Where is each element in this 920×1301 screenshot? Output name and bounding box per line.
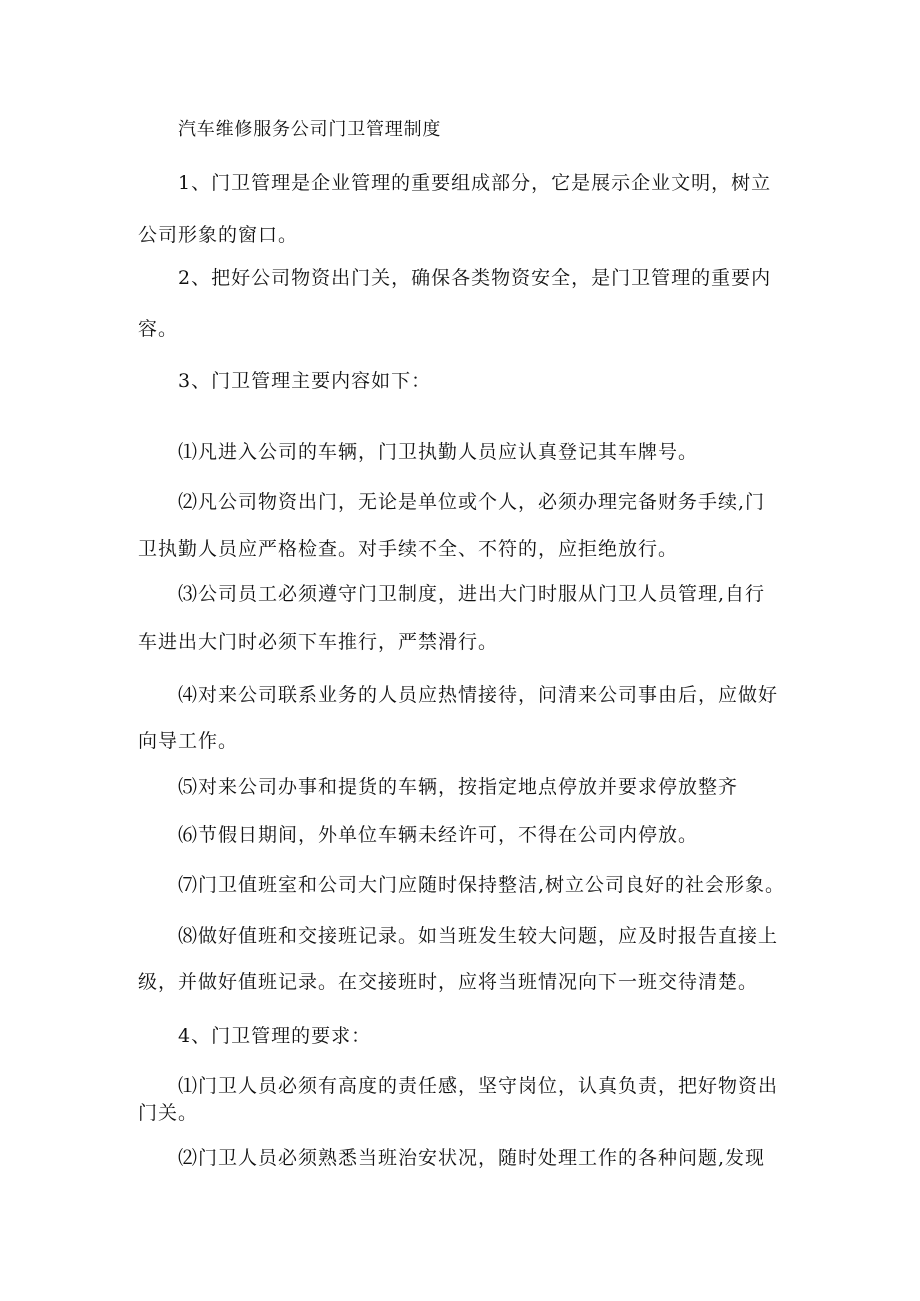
paragraph-2-line-1: 2、把好公司物资出门关，确保各类物资安全，是门卫管理的重要内 [178,267,772,289]
paragraph-1-line-1: 1、门卫管理是企业管理的重要组成部分，它是展示企业文明，树立 [178,172,772,194]
requirement-1-line-2: 门关。 [138,1102,199,1124]
list-item-4-line-1: ⑷对来公司联系业务的人员应热情接待，问清来公司事由后，应做好 [178,684,779,706]
list-item-3-line-2: 车进出大门时必须下车推行，严禁滑行。 [138,631,499,653]
list-item-4-line-2: 向导工作。 [138,730,239,752]
list-item-7: ⑺门卫值班室和公司大门应随时保持整洁,树立公司良好的社会形象。 [178,874,786,896]
list-item-2-line-1: ⑵凡公司物资出门，无论是单位或个人，必须办理完备财务手续,门 [178,491,766,513]
paragraph-2-line-2: 容。 [138,318,179,340]
paragraph-4-heading: 4、门卫管理的要求： [178,1025,372,1047]
document-title: 汽车维修服务公司门卫管理制度 [178,119,442,140]
requirement-2-line-1: ⑵门卫人员必须熟悉当班治安状况，随时处理工作的各种问题,发现 [178,1147,766,1169]
requirement-1-line-1: ⑴门卫人员必须有高度的责任感，坚守岗位，认真负责，把好物资出 [178,1075,779,1097]
list-item-5: ⑸对来公司办事和提货的车辆，按指定地点停放并要求停放整齐 [178,776,739,798]
paragraph-3-heading: 3、门卫管理主要内容如下： [178,370,432,392]
list-item-2-line-2: 卫执勤人员应严格检查。对手续不全、不符的，应拒绝放行。 [138,538,679,560]
list-item-8-line-1: ⑻做好值班和交接班记录。如当班发生较大问题，应及时报告直接上 [178,925,779,947]
list-item-3-line-1: ⑶公司员工必须遵守门卫制度，进出大门时服从门卫人员管理,自行 [178,583,766,605]
list-item-6: ⑹节假日期间，外单位车辆未经许可，不得在公司内停放。 [178,824,699,846]
list-item-1: ⑴凡进入公司的车辆，门卫执勤人员应认真登记其车牌号。 [178,441,699,463]
paragraph-1-line-2: 公司形象的窗口。 [138,224,299,246]
list-item-8-line-2: 级，并做好值班记录。在交接班时，应将当班情况向下一班交待清楚。 [138,971,759,993]
